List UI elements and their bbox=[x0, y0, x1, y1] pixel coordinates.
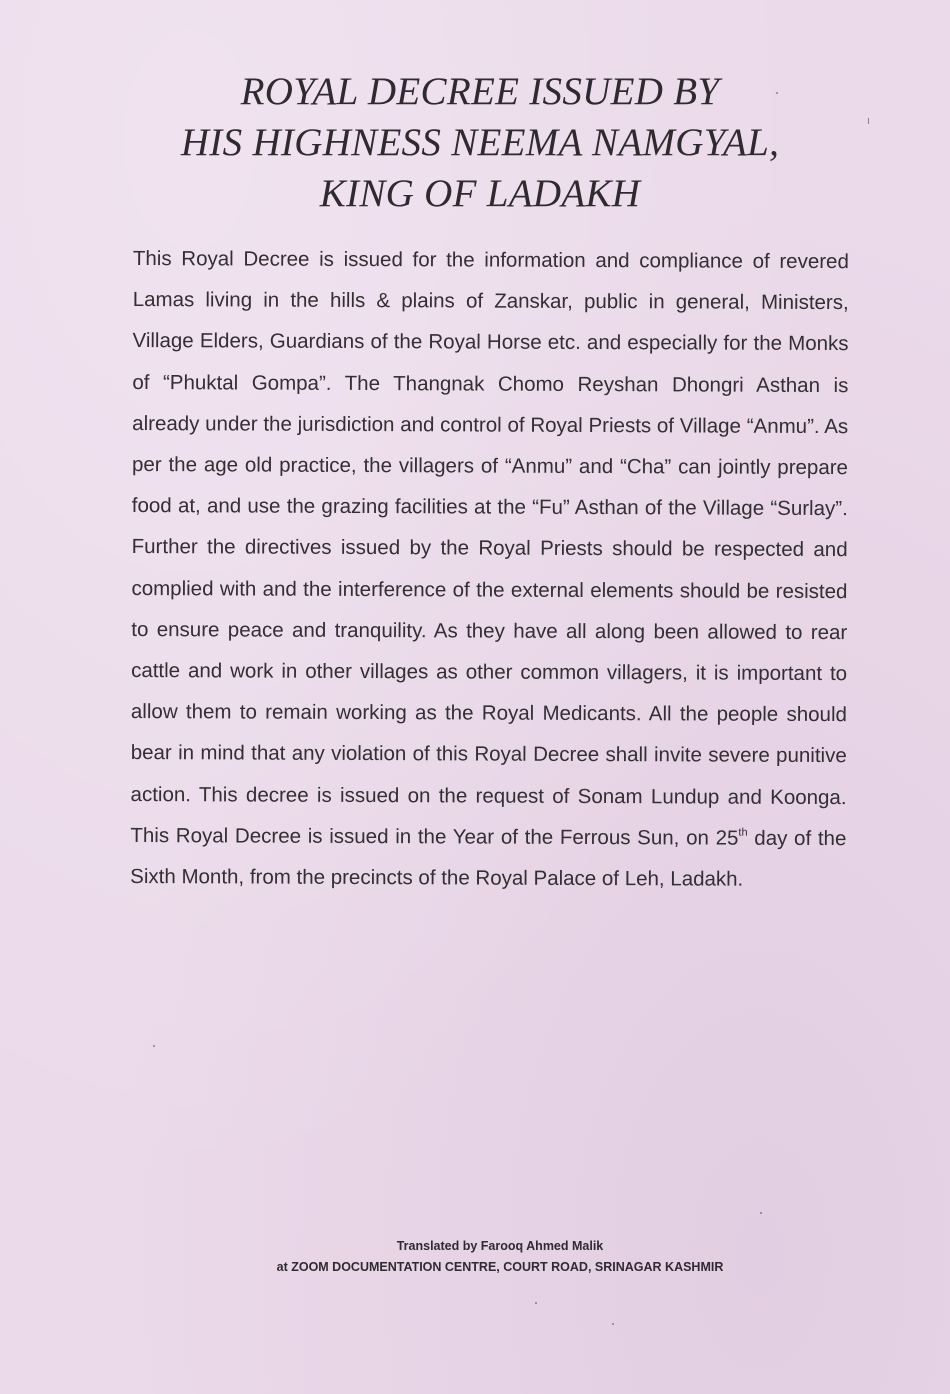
title-line-2: HIS HIGHNESS NEEMA NAMGYAL, bbox=[180, 121, 780, 164]
paper-speck bbox=[776, 92, 778, 94]
paper-speck bbox=[612, 1323, 614, 1325]
paper-speck bbox=[153, 1045, 155, 1047]
translator-line: Translated by Farooq Ahmed Malik bbox=[396, 1239, 604, 1253]
paper-speck bbox=[760, 1212, 762, 1214]
body-text-main: This Royal Decree is issued for the information and compliance of revered Lamas living in the hills & plains of Zanskar, public in general, Ministers, Village Elders, Guardians of the Royal Horse etc. and especially for the Monks of “Phuktal Gompa”. The Thangnak Chomo Reyshan Dhongri Asthan is already under the jurisdiction and control of Royal Priests of Village “Anmu”. As per the age old practice, the villagers of “Anmu” and “Cha” can jointly prepare food at, and use the grazing facilities at the “Fu” Asthan of the Village “Surlay”. Further the directives issued by the Royal Priests should be respected and complied with and the interference of the external elements should be resisted to ensure peace and tranquility. As they have all along been allowed to rear cattle and work in other villages as other common villagers, it is important to allow them to remain working as the Royal Medicants. All the people should bear in mind that any violation of this Royal Decree shall invite severe punitive action. This decree is issued on the request of Sonam Lundup and Koonga. This Royal Decree is issued in the Year of the Ferrous Sun, on 25 bbox=[130, 246, 849, 850]
paper-speck bbox=[868, 118, 869, 124]
decree-title bbox=[80, 66, 880, 219]
centre-line: at ZOOM DOCUMENTATION CENTRE, COURT ROAD, SRINAGAR KASHMIR bbox=[276, 1260, 724, 1274]
paper-speck bbox=[535, 1302, 537, 1304]
title-line-3: KING OF LADAKH bbox=[319, 172, 641, 215]
body-text-end: day of the Sixth Month, from the precincts of the Royal Palace of Leh, Ladakh. bbox=[130, 826, 847, 891]
translator-credit bbox=[150, 1236, 850, 1278]
decree-body bbox=[130, 238, 849, 900]
title-line-1: ROYAL DECREE ISSUED BY bbox=[240, 70, 720, 113]
ordinal-suffix: th bbox=[738, 826, 748, 839]
